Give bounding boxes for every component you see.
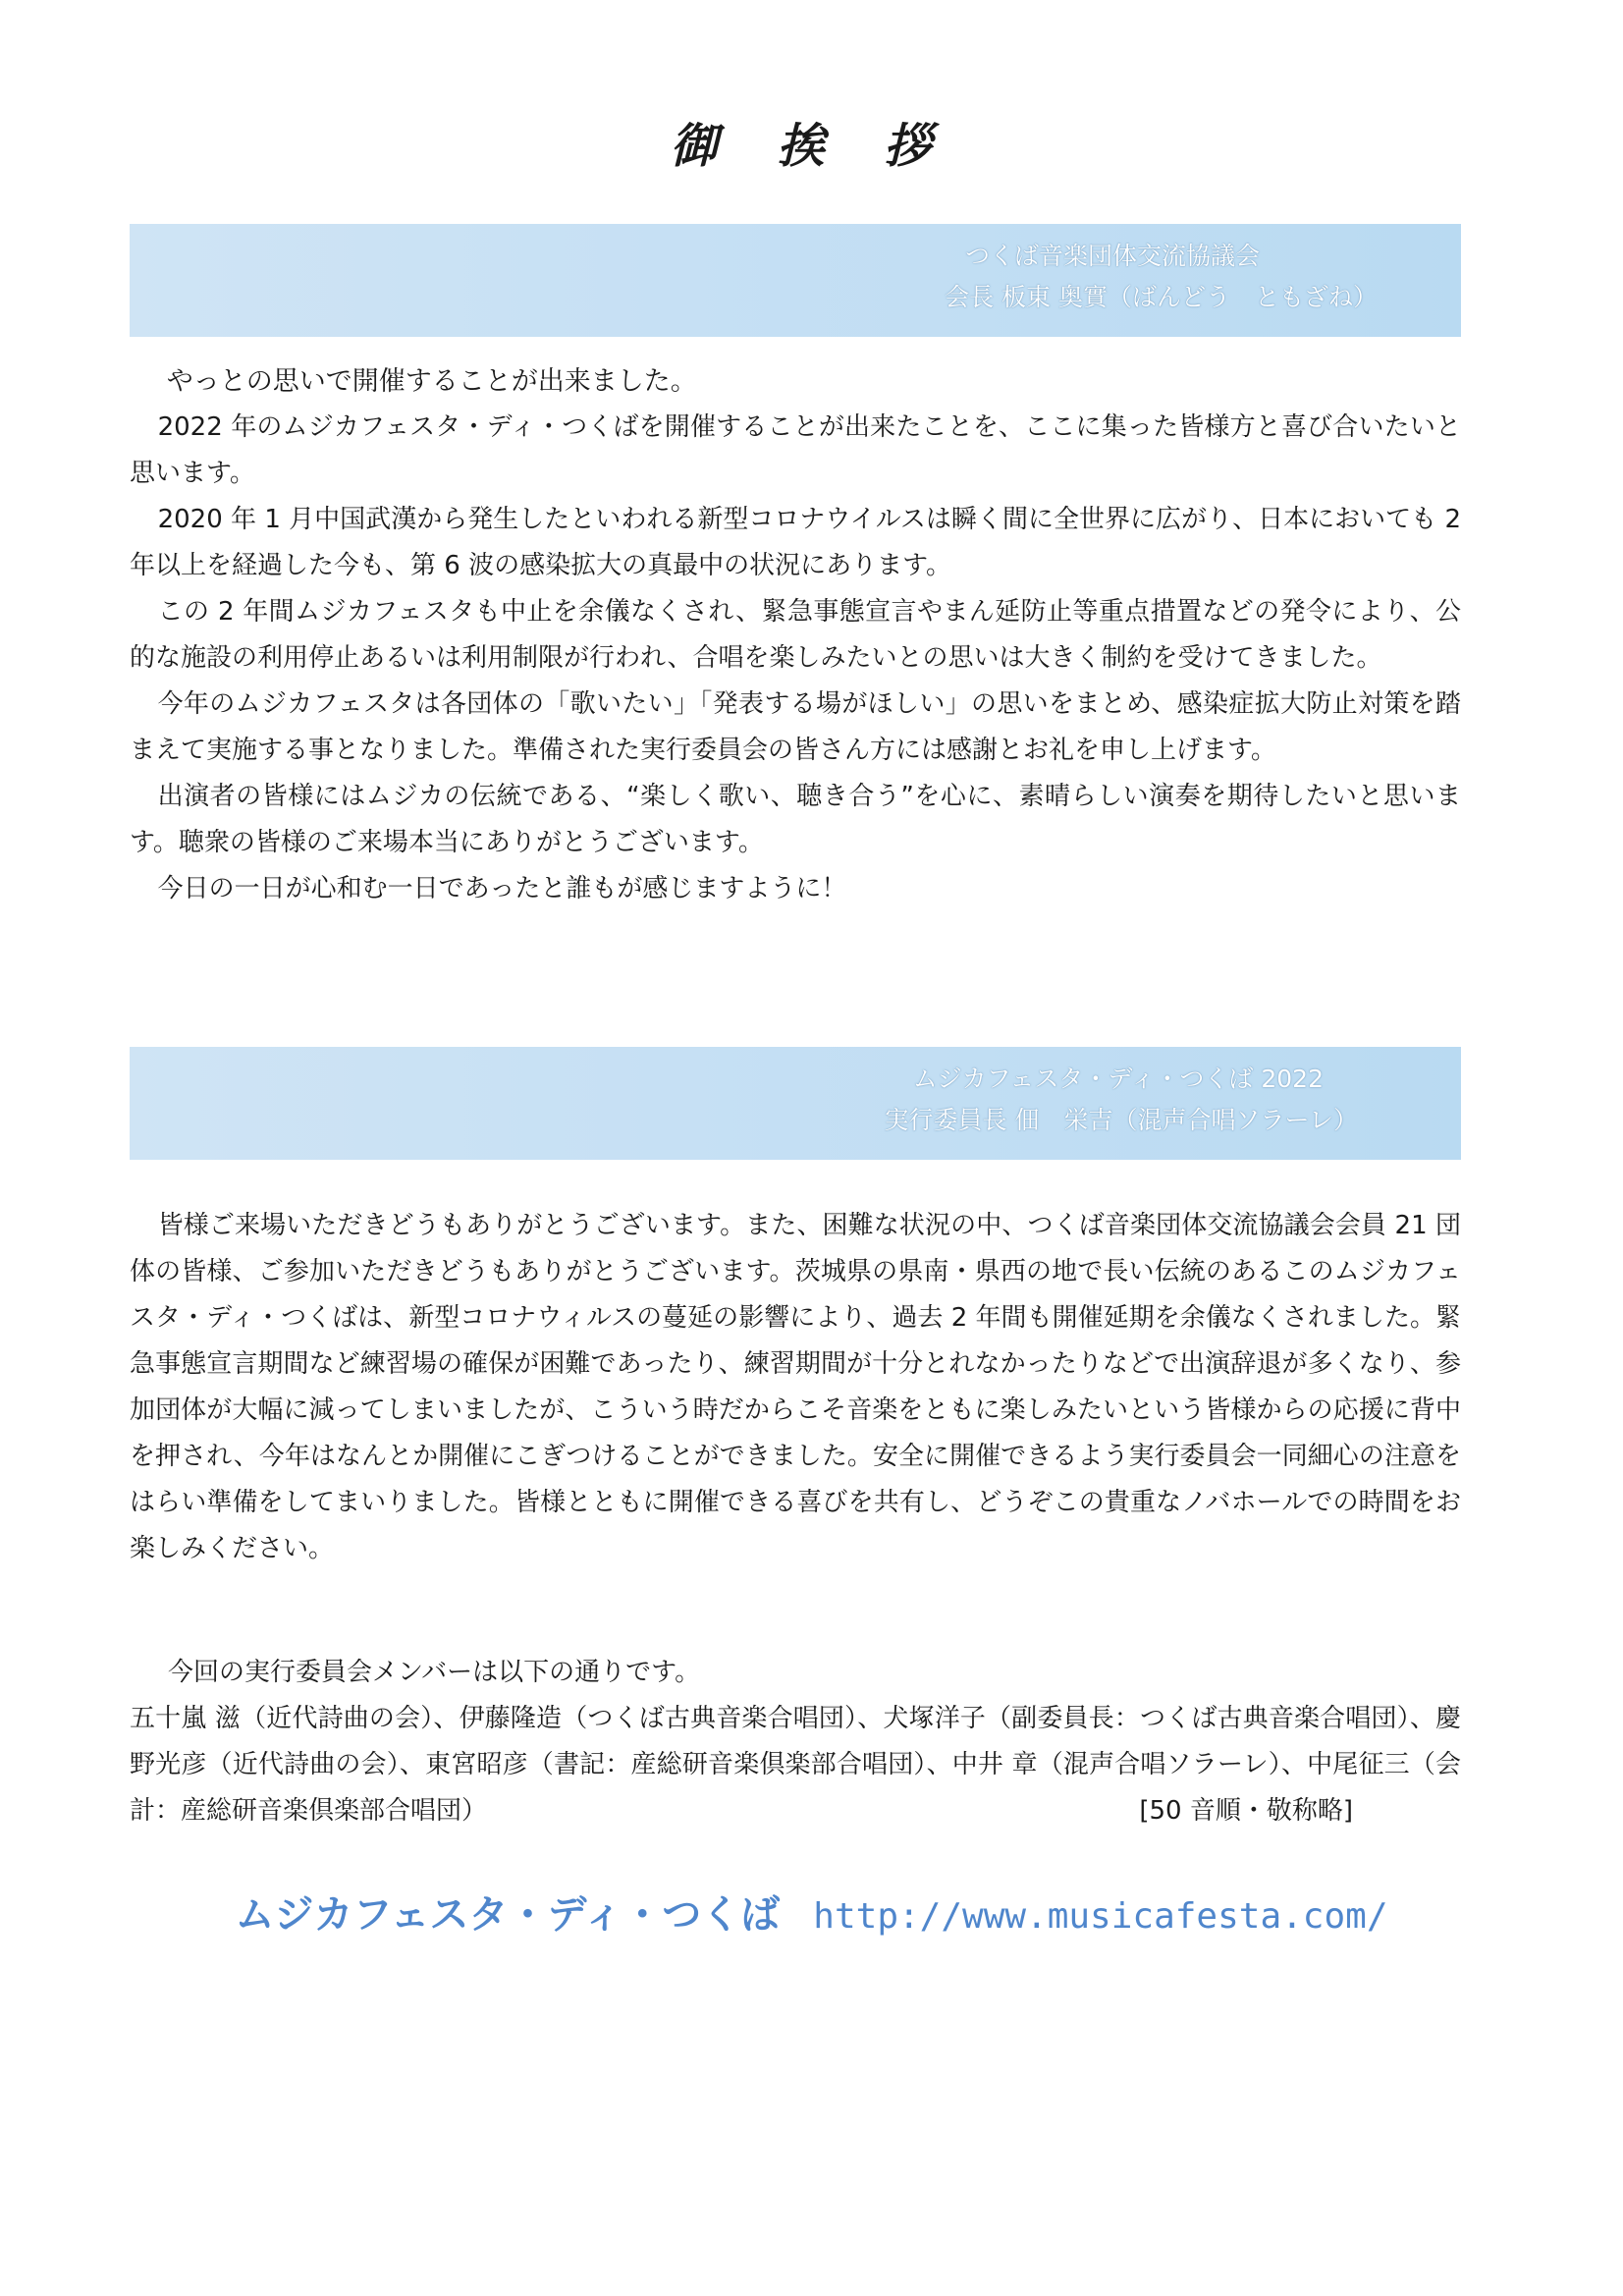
paragraph: やっとの思いで開催することが出来ました。 — [166, 366, 697, 397]
greeting-org-2: ムジカフェスタ・ディ・つくば 2022 — [912, 1065, 1324, 1093]
paragraph: この 2 年間ムジカフェスタも中止を余儀なくされ、緊急事態宣言やまん延防止等重点措置などの発令により、公的な施設の利用停止あるいは利用制限が行われ、合唱を楽しみたいとの思いは大きく制約を受けてきました。 — [130, 597, 1461, 673]
members-text: 五十嵐 滋（近代詩曲の会）、伊藤隆造（つくば古典音楽合唱団）、犬塚洋子（副委員長：つくば古典音楽合唱団）、慶野光彦（近代詩曲の会）、東宮昭彦（書記：産総研音楽倶楽部合唱団）、中井 章（混声合唱ソラーレ）、中尾征三（会計：産総研音楽倶楽部合唱団） — [130, 1704, 1461, 1826]
greeting-body-1 — [130, 358, 1461, 912]
greeting-person-2: 実行委員長 佃 栄吉（混声合唱ソラーレ） — [884, 1106, 1358, 1134]
footer-name: ムジカフェスタ・ディ・つくば — [235, 1892, 781, 1938]
members-list — [130, 1696, 1461, 1834]
paragraph: 2020 年 1 月中国武漢から発生したといわれる新型コロナウイルスは瞬く間に全世界に広がり、日本においても 2 年以上を経過した今も、第 6 波の感染拡大の真最中の状況にあります。 — [130, 505, 1461, 580]
greeting-body-2 — [130, 1203, 1461, 1572]
paragraph: 皆様ご来場いただきどうもありがとうございます。また、困難な状況の中、つくば音楽団体交流協議会会員 21 団体の皆様、ご参加いただきどうもありがとうございます。茨城県の県南・県西の地で長い伝統のあるこのムジカフェスタ・ディ・つくばは、新型コロナウィルスの蔓延の影響により、過去 2 年間も開催延期を余儀なくされました。緊急事態宣言期間など練習場の確保が困難であったり、練習期間が十分とれなかったりなどで出演辞退が多くなり、参加団体が大幅に減ってしまいましたが、こういう時だからこそ音楽をともに楽しみたいという皆様からの応援に背中を押され、今年はなんとか開催にこぎつけることができました。安全に開催できるよう実行委員会一同細心の注意をはらい準備をしてまいりました。皆様とともに開催できる喜びを共有し、どうぞこの貴重なノバホールでの時間をお楽しみください。 — [130, 1211, 1461, 1563]
page-title: 御 挨 拶 — [670, 119, 953, 174]
members-intro: 今回の実行委員会メンバーは以下の通りです。 — [168, 1658, 701, 1687]
paragraph: 2022 年のムジカフェスタ・ディ・つくばを開催することが出来たことを、ここに集った皆様方と喜び合いたいと思います。 — [130, 412, 1461, 488]
greeting-org-1: つくば音楽団体交流協議会 — [964, 242, 1260, 270]
greeting-header-1 — [130, 224, 1461, 337]
greeting-header-2 — [130, 1047, 1461, 1160]
committee-members — [130, 1650, 1461, 1834]
members-note: [50 音順・敬称略] — [1139, 1796, 1353, 1826]
paragraph: 今日の一日が心和む一日であったと誰もが感じますように！ — [157, 874, 847, 903]
greeting-person-1: 会長 板東 奥實（ばんどう ともざね） — [945, 283, 1378, 311]
paragraph: 出演者の皆様にはムジカの伝統である、“楽しく歌い、聴き合う”を心に、素晴らしい演奏を期待したいと思います。聴衆の皆様のご来場本当にありがとうございます。 — [130, 782, 1461, 857]
footer-url[interactable]: http://www.musicafesta.com/ — [813, 1896, 1388, 1937]
footer — [0, 1884, 1623, 1940]
paragraph: 今年のムジカフェスタは各団体の「歌いたい」「発表する場がほしい」の思いをまとめ、感染症拡大防止対策を踏まえて実施する事となりました。準備された実行委員会の皆さん方には感謝とお礼を申し上げます。 — [130, 689, 1461, 765]
